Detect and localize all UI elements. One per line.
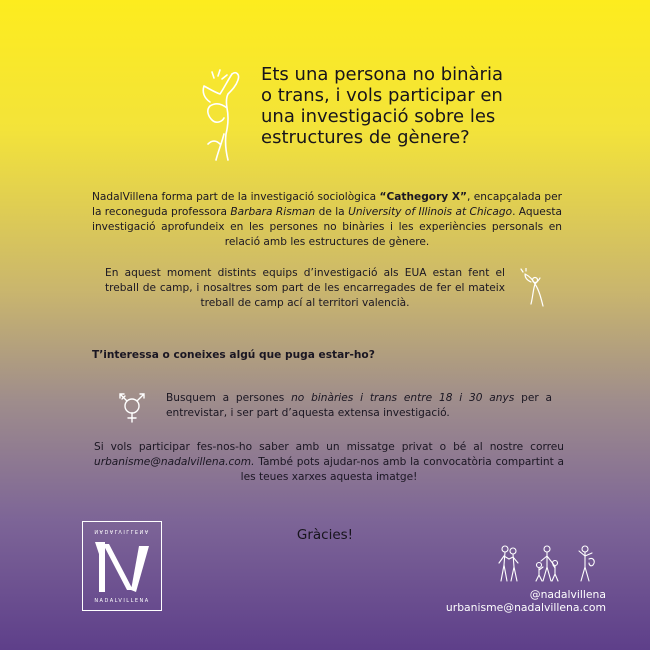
dancing-person-icon (517, 268, 547, 308)
headline: Ets una persona no binària o trans, i vols participar en una investigació sobre les estructures de gènere? (261, 64, 503, 148)
search-text-1: Busquem a persones (166, 392, 292, 404)
intro-text-2: , encapçalada per la reconeguda professora (92, 191, 562, 218)
question-heading: T’interessa o coneixes algú que puga estar-ho? (92, 349, 375, 361)
gender-symbol-icon (113, 389, 151, 427)
nv-logo-icon (93, 540, 151, 594)
logo-top-text: NADALVILLENA (94, 528, 150, 534)
intro-paragraph (92, 190, 562, 250)
search-paragraph (166, 391, 552, 421)
participate-paragraph (94, 440, 564, 485)
contact-block (446, 588, 606, 614)
fieldwork-paragraph: En aquest moment distints equips d’investigació als EUA estan fent el treball de camp, i nosaltres som part de les encarregades de fer el mateix treball de camp ací al territori valencià. (105, 267, 505, 309)
people-group-icon (497, 543, 601, 583)
participate-text-1: Si vols participar fes-nos-ho saber amb un missatge privat o bé al nostre correu (94, 441, 564, 453)
contact-email-inline[interactable]: urbanisme@nadalvillena.com. (94, 456, 255, 468)
search-target: no binàries i trans entre 18 i 30 anys (291, 392, 515, 404)
intro-text-1: NadalVillena forma part de la investigació sociològica (92, 191, 380, 203)
project-name: “Cathegory X” (379, 191, 468, 203)
logo-bottom-text: NADALVILLENA (94, 598, 150, 604)
search-text-2: per a entrevistar, i ser part d’aquesta extensa investigació. (166, 392, 552, 419)
intro-text-4: . Aquesta investigació aprofundeix en les persones no binàries i les experiències personals en relació amb les estructures de gènere. (92, 206, 562, 248)
social-handle[interactable]: @nadalvillena (529, 588, 606, 601)
university-name: University of Illinois at Chicago (348, 206, 513, 218)
participate-text-2: També pots ajudar-nos amb la convocatòria compartint a les teues xarxes aquesta imatge! (240, 456, 564, 483)
thanks-text: Gràcies! (296, 527, 354, 543)
professor-name: Barbara Risman (230, 206, 316, 218)
intro-text-3: de la (315, 206, 349, 218)
waving-person-icon (196, 68, 251, 164)
nv-logo (82, 521, 162, 611)
contact-email[interactable]: urbanisme@nadalvillena.com (445, 601, 606, 614)
